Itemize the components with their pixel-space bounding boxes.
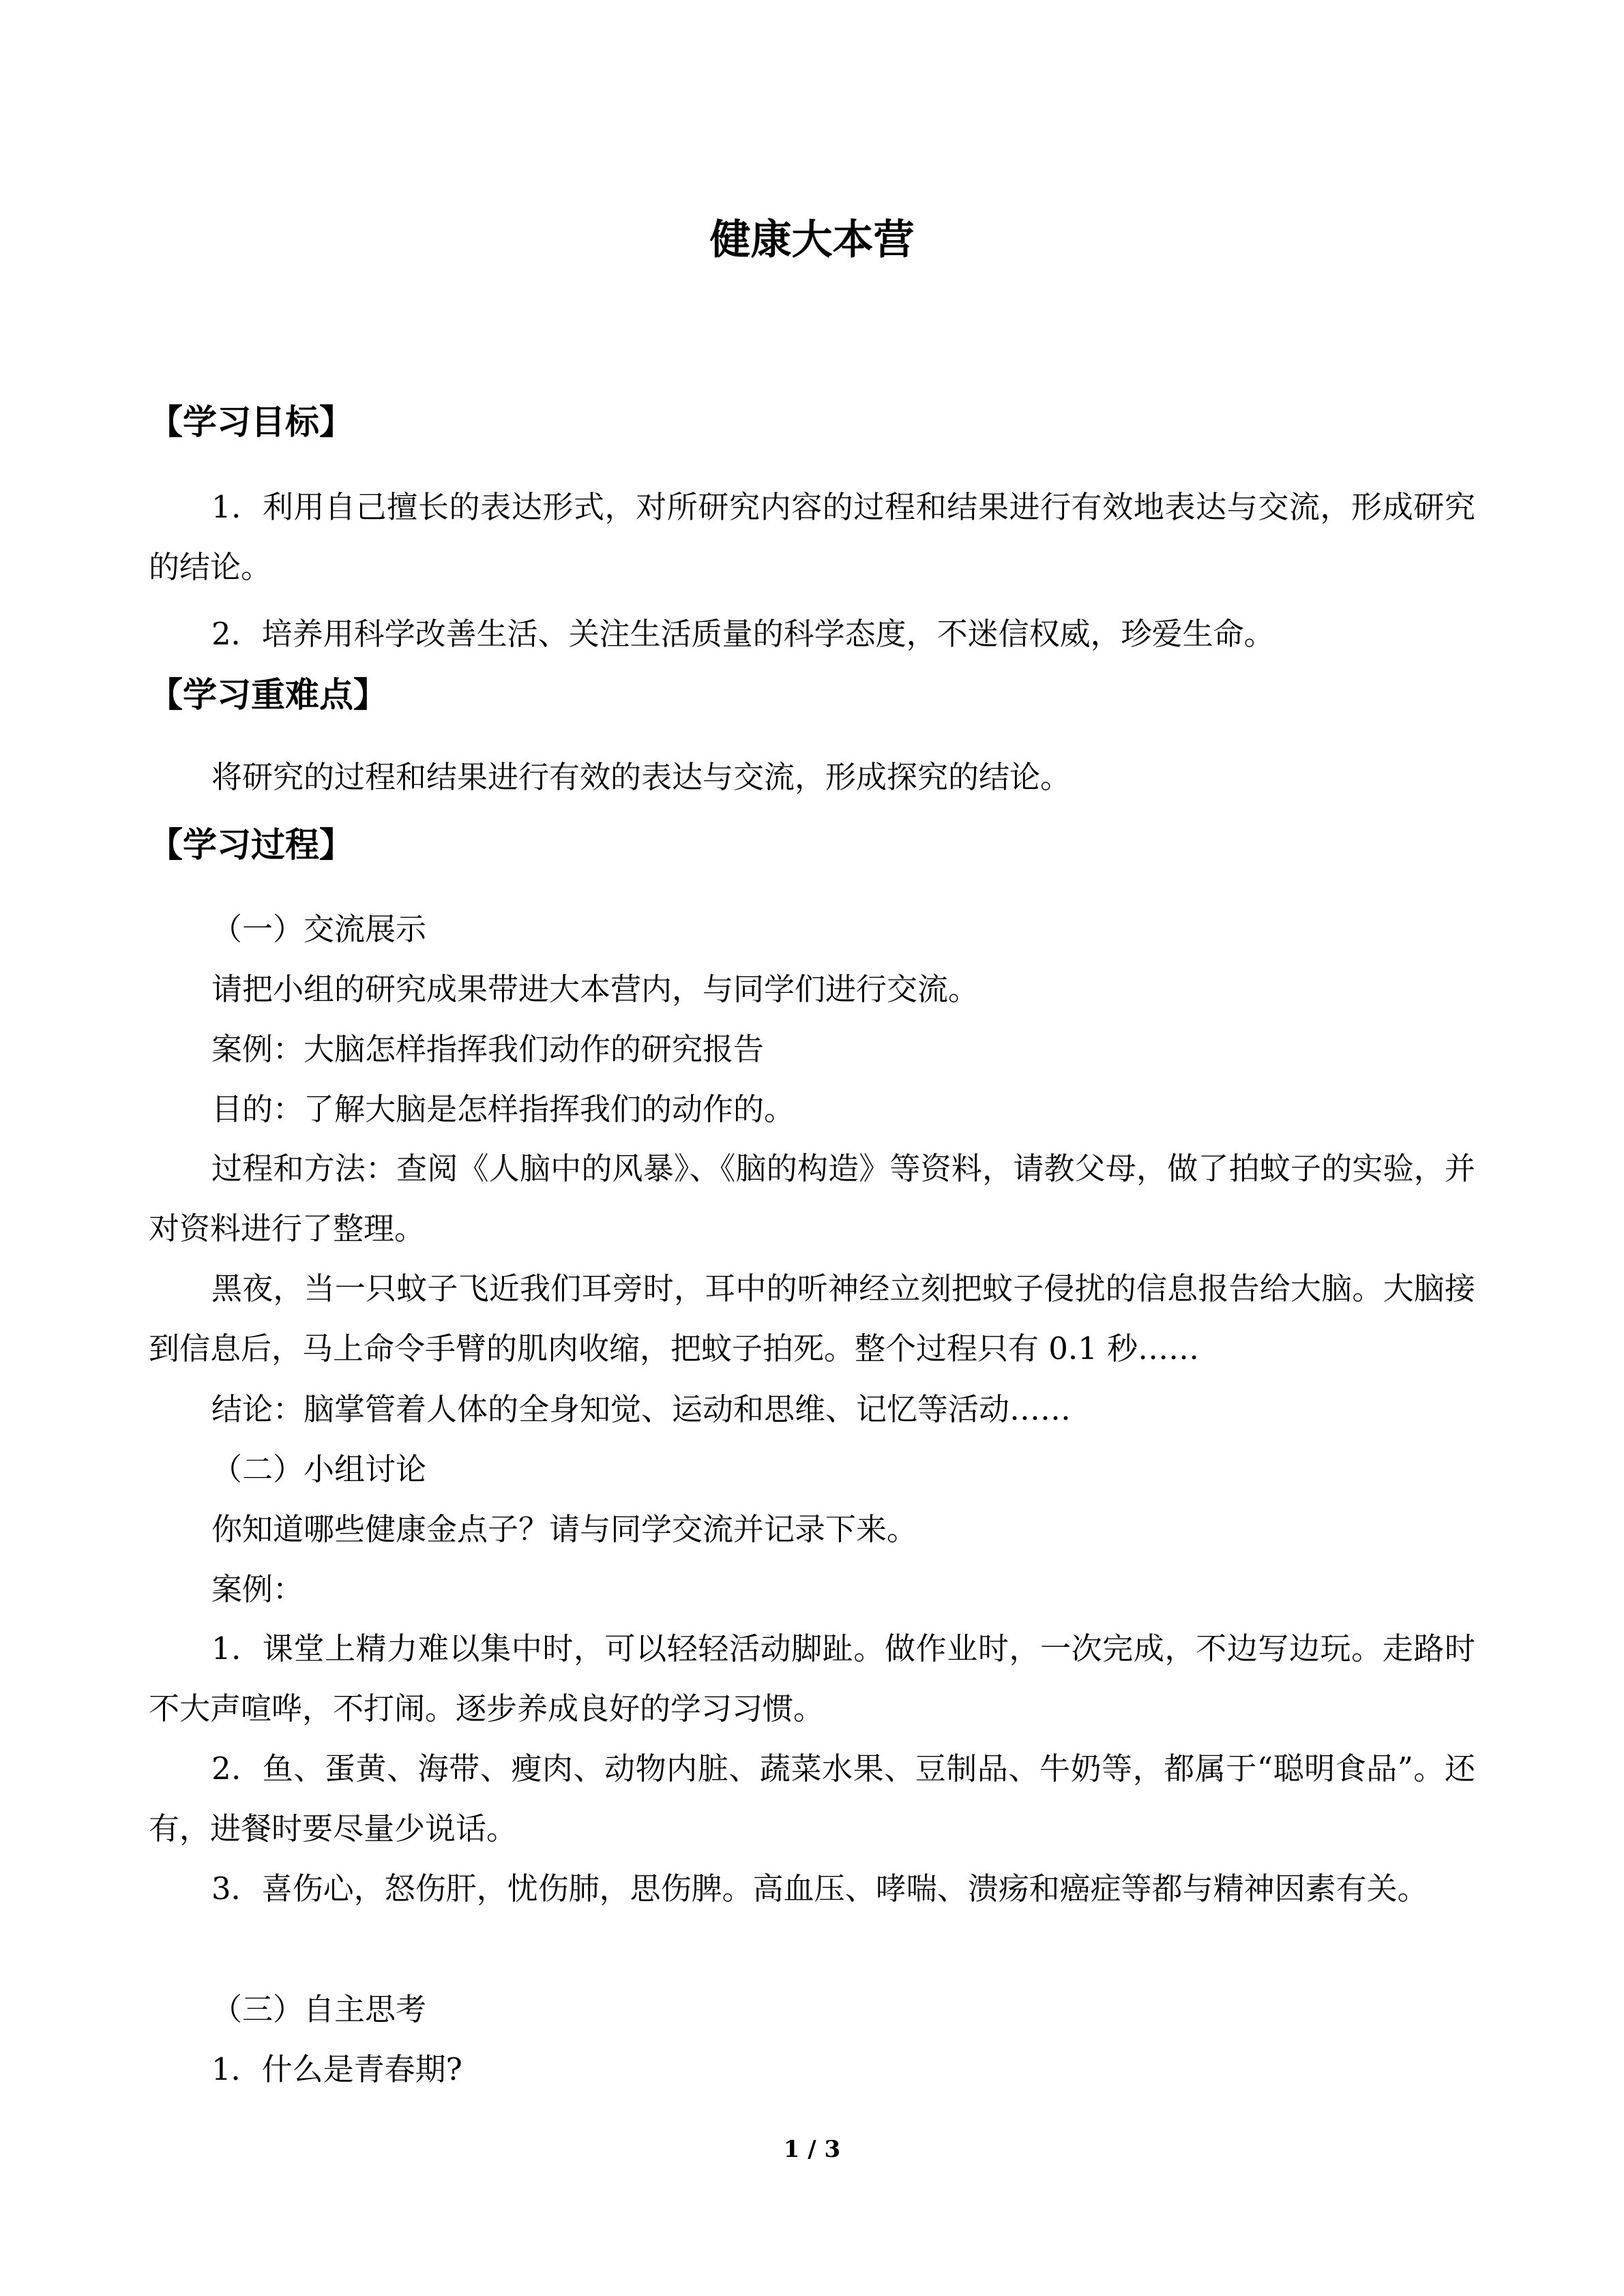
- document-title: 健康大本营: [709, 216, 915, 264]
- page-number: 1 / 3: [783, 2136, 841, 2163]
- part1-case: 案例：大脑怎样指挥我们动作的研究报告: [211, 1031, 765, 1067]
- part1-label: （一）交流展示: [211, 911, 427, 947]
- part2-item-1: 1．课堂上精力难以集中时，可以轻轻活动脚趾。做作业时，一次完成，不边写边玩。走路时不大声喧哗，不打闹。逐步养成良好的学习习惯。: [149, 1630, 1475, 1727]
- part2-label: （二）小组讨论: [211, 1451, 427, 1487]
- part2-item-3: 3．喜伤心，怒伤肝，忧伤肺，思伤脾。高血压、哮喘、溃疡和癌症等都与精神因素有关。: [211, 1870, 1428, 1907]
- part1-intro: 请把小组的研究成果带进大本营内，与同学们进行交流。: [211, 971, 979, 1007]
- key-points-text: 将研究的过程和结果进行有效的表达与交流，形成探究的结论。: [211, 759, 1072, 795]
- part2-case-label: 案例：: [211, 1571, 304, 1607]
- section-heading-key-points: 【学习重难点】: [149, 675, 387, 715]
- part1-purpose: 目的：了解大脑是怎样指挥我们的动作的。: [211, 1091, 795, 1127]
- part1-method: 过程和方法：查阅《人脑中的风暴》、《脑的构造》等资料，请教父母，做了拍蚊子的实验，并对资料进行了整理。: [149, 1150, 1475, 1247]
- goal-item-1: 1．利用自己擅长的表达形式，对所研究内容的过程和结果进行有效地表达与交流，形成研究的结论。: [149, 489, 1475, 585]
- section-heading-goals: 【学习目标】: [149, 402, 353, 442]
- goal-item-2: 2．培养用科学改善生活、关注生活质量的科学态度，不迷信权威，珍爱生命。: [211, 616, 1275, 652]
- section-heading-process: 【学习过程】: [149, 825, 353, 865]
- part2-item-2: 2．鱼、蛋黄、海带、瘦肉、动物内脏、蔬菜水果、豆制品、牛奶等，都属于“聪明食品”。还有，进餐时要尽量少说话。: [149, 1750, 1475, 1847]
- part1-conclusion: 结论：脑掌管着人体的全身知觉、运动和思维、记忆等活动……: [211, 1391, 1072, 1427]
- part1-story: 黑夜，当一只蚊子飞近我们耳旁时，耳中的听神经立刻把蚊子侵扰的信息报告给大脑。大脑接到信息后，马上命令手臂的肌肉收缩，把蚊子拍死。整个过程只有 0.1 秒……: [149, 1270, 1475, 1367]
- part3-question-1: 1．什么是青春期?: [211, 2051, 462, 2087]
- part2-intro: 你知道哪些健康金点子？请与同学交流并记录下来。: [211, 1511, 918, 1547]
- part3-label: （三）自主思考: [211, 1991, 427, 2027]
